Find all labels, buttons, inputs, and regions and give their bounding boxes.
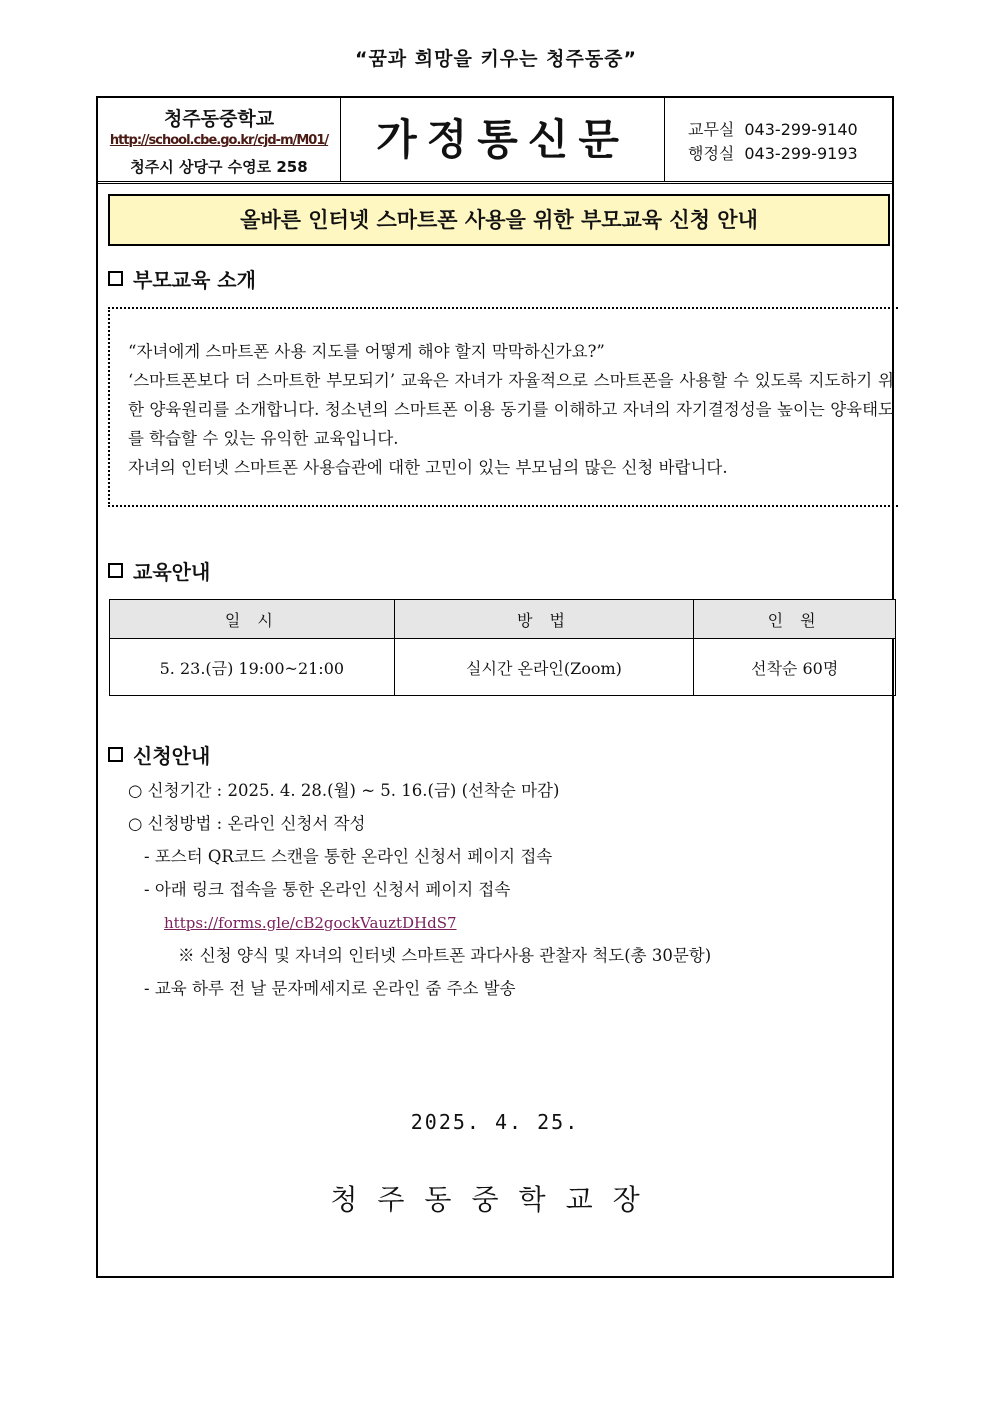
principal-signature: 청주동중학교장: [330, 1183, 660, 1216]
section-apply-heading: [108, 740, 210, 769]
school-address: 청주시 상당구 수영로 258: [130, 158, 308, 176]
phone-row-admin: [688, 142, 888, 166]
apply-period: ○ 신청기간 : 2025. 4. 28.(월) ~ 5. 16.(금) (선착순 마감): [128, 781, 560, 800]
apply-sub-qr: - 포스터 QR코드 스캔을 통한 온라인 신청서 페이지 접속: [144, 847, 553, 866]
checkbox-square-icon: [108, 747, 123, 762]
intro-box: [108, 307, 898, 507]
section-heading-text: 신청안내: [133, 744, 211, 768]
column-header: 일 시: [110, 600, 395, 639]
table-row: [110, 639, 896, 696]
newsletter-header: [98, 98, 892, 184]
school-name: 청주동중학교: [163, 108, 275, 130]
column-header: 방 법: [394, 600, 694, 639]
table-cell-capacity: 선착순 60명: [694, 639, 896, 696]
apply-method: ○ 신청방법 : 온라인 신청서 작성: [128, 814, 366, 833]
newsletter-frame: [96, 96, 894, 1278]
phone-number: 043-299-9193: [744, 144, 858, 163]
column-header: 인 원: [694, 600, 896, 639]
education-table: [109, 599, 896, 696]
phone-label: 교무실: [688, 120, 735, 139]
checkbox-square-icon: [108, 271, 123, 286]
newsletter-title: 가정통신문: [341, 98, 665, 181]
table-cell-method: 실시간 온라인(Zoom): [394, 639, 694, 696]
section-intro-heading: [108, 264, 256, 293]
apply-note: ※ 신청 양식 및 자녀의 인터넷 스마트폰 과다사용 관찰자 척도(총 30문항): [178, 946, 712, 965]
table-cell-datetime: 5. 23.(금) 19:00~21:00: [110, 639, 395, 696]
phone-row-academic: [688, 118, 888, 142]
checkbox-square-icon: [108, 563, 123, 578]
phone-label: 행정실: [688, 144, 735, 163]
apply-sub-sms: - 교육 하루 전 날 문자메세지로 온라인 줌 주소 발송: [144, 979, 516, 998]
apply-link-row: [128, 906, 868, 939]
apply-list: [128, 774, 868, 1005]
intro-line: ‘스마트폰보다 더 스마트한 부모되기’ 교육은 자녀가 자율적으로 스마트폰을 사용할 수 있도록 지도하기 위한 양육원리를 소개합니다. 청소년의 스마트폰 이용 동기를 이해하고 자녀의 자기결정성을 높이는 양육태도를 학습할 수 있는 유익한 교육입니다.: [128, 371, 894, 448]
issue-date: 2025. 4. 25.: [410, 1110, 580, 1134]
apply-sub-link: - 아래 링크 접속을 통한 온라인 신청서 페이지 접속: [144, 880, 511, 899]
school-info: [98, 98, 341, 181]
apply-form-link[interactable]: https://forms.gle/cB2gockVauztDHdS7: [164, 914, 457, 932]
table-header-row: [110, 600, 896, 639]
contact-phones: [688, 118, 888, 166]
notice-title: 올바른 인터넷 스마트폰 사용을 위한 부모교육 신청 안내: [108, 194, 890, 246]
phone-number: 043-299-9140: [744, 120, 858, 139]
intro-line: 자녀의 인터넷 스마트폰 사용습관에 대한 고민이 있는 부모님의 많은 신청 바랍니다.: [128, 458, 728, 477]
section-heading-text: 교육안내: [133, 560, 211, 584]
school-url-link[interactable]: http://school.cbe.go.kr/cjd-m/M01/: [109, 133, 329, 148]
slogan: “꿈과 희망을 키우는 청주동중”: [354, 48, 638, 70]
section-education-heading: [108, 556, 210, 585]
intro-line: “자녀에게 스마트폰 사용 지도를 어떻게 해야 할지 막막하신가요?”: [128, 342, 605, 361]
section-heading-text: 부모교육 소개: [133, 268, 256, 292]
